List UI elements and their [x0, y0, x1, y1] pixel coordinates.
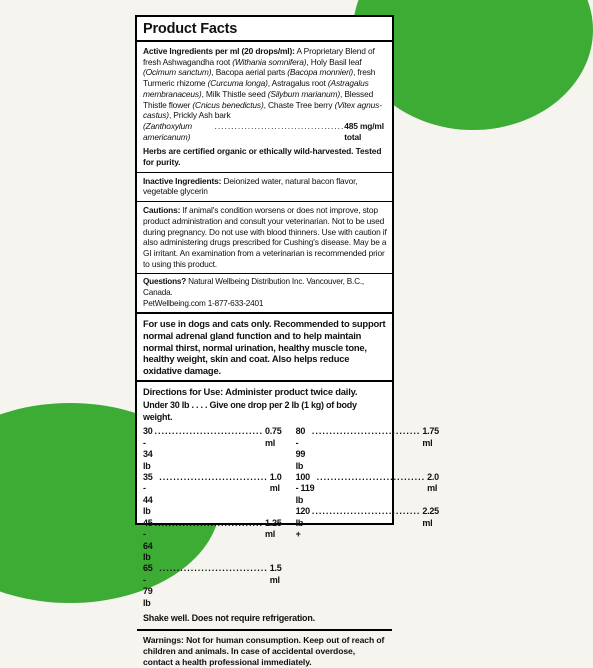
leader-dots [157, 472, 270, 518]
leader-dots [157, 563, 270, 609]
ingredient-text: , Bacopa aerial parts [211, 67, 288, 78]
under-30-row: Under 30 lb . . . . Give one drop per 2 lb (1 kg) of body weight. [143, 400, 357, 422]
inactive-heading: Inactive Ingredients: [143, 175, 222, 186]
dosage-column-left [143, 426, 282, 609]
ingredient-text: , Prickly Ash bark [168, 110, 231, 121]
use-statement: For use in dogs and cats only. Recommended to support normal adrenal gland function and to help maintain normal thirst, normal urination, healthy muscle tone, healthy weight, skin and coat. Also helps reduce oxidative damage. [143, 318, 386, 376]
cautions-text: If animal's condition worsens or does not improve, stop product administration and consult your veterinarian. Not to be used during pregnancy. Do not use with blood thinners. Use with caution if also administering drugs prescribed for Cushing's disease. May be a GI irritant. An examination from a veterinarian is recommended prior to using this product. [143, 205, 387, 269]
dose-amount: 1.5 ml [269, 563, 282, 585]
ingredient-text: , Holy Basil leaf [306, 56, 362, 67]
divider [137, 629, 392, 631]
storage-note: Shake well. Does not require refrigeration. [143, 612, 315, 623]
title-divider [137, 40, 392, 42]
company-info: Natural Wellbeing Distribution Inc. Vancouver, B.C., Canada. [143, 277, 364, 298]
total-amount: 485 mg/ml total [344, 120, 384, 142]
latin-name: (Ocimum sanctum) [143, 67, 212, 78]
latin-name: (Bacopa monnieri) [287, 67, 354, 78]
dose-amount: 1.0 ml [269, 472, 282, 494]
directions-heading: Directions for Use: Administer product twice daily. [143, 386, 358, 398]
divider [137, 380, 392, 382]
dosage-column-right [296, 426, 439, 609]
latin-name: (Zanthoxylum americanum) [143, 120, 192, 142]
active-ingredients-section [143, 46, 387, 142]
dose-weight: 120 lb + [295, 506, 310, 540]
dose-row [143, 518, 282, 564]
questions-heading: Questions? [143, 277, 187, 287]
ingredient-text: A Proprietary Blend of fresh Ashwagandha root [143, 46, 375, 67]
dosage-table [143, 426, 439, 609]
dose-row [296, 426, 439, 472]
latin-name: (Withania somnifera) [232, 56, 307, 67]
divider [137, 201, 392, 202]
latin-name: (Curcuma longa) [207, 78, 268, 89]
ingredient-text: , fresh Turmeric rhizome [143, 67, 376, 89]
dose-row [143, 472, 282, 518]
dose-weight: 30 - 34 lb [143, 426, 153, 471]
leader-dots [153, 426, 266, 472]
latin-name: (Vitex agnus-castus) [143, 99, 382, 121]
leader-dots [315, 472, 428, 506]
dose-weight: 65 - 79 lb [143, 563, 153, 608]
warnings: Warnings: Not for human consumption. Keep out of reach of children and animals. In case of accidental overdose, contact a health professional immediately. [143, 634, 385, 667]
dose-weight: 80 - 99 lb [295, 426, 306, 471]
dose-row [296, 472, 439, 506]
inactive-text: Deionized water, natural bacon flavor, vegetable glycerin [143, 175, 358, 197]
leader-dots [153, 518, 266, 564]
leader-dots [215, 121, 345, 142]
dose-amount: 0.75 ml [265, 426, 282, 448]
contact-line: PetWellbeing.com 1-877-633-2401 [143, 298, 264, 308]
dose-amount: 1.25 ml [265, 517, 282, 540]
dose-weight: 100 - 119 lb [295, 472, 315, 505]
divider [137, 312, 392, 314]
cautions-heading: Cautions: [143, 205, 181, 216]
latin-name: (Astragalus membranaceus) [143, 78, 369, 99]
questions-section [143, 277, 387, 298]
dose-amount: 2.0 ml [427, 472, 439, 494]
ingredient-text: , Milk Thistle seed [201, 88, 268, 99]
ingredient-text: , Chaste Tree berry [263, 99, 335, 110]
cautions-section [143, 205, 387, 269]
dose-row [143, 426, 282, 472]
dose-row [296, 506, 439, 540]
leader-dots [310, 506, 423, 540]
divider [137, 172, 392, 173]
ingredient-text: , Astragalus root [267, 78, 328, 89]
inactive-ingredients-section [143, 176, 387, 197]
dose-row [143, 563, 282, 609]
product-facts-panel [135, 15, 439, 667]
active-ingredients-heading: Active Ingredients per ml (20 drops/ml): [143, 46, 295, 56]
latin-name: (Cnicus benedictus) [192, 99, 264, 110]
total-row [143, 121, 387, 142]
latin-name: (Silybum marianum) [267, 88, 340, 99]
dose-weight: 45 - 64 lb [143, 517, 153, 562]
dose-amount: 2.25 ml [422, 506, 439, 528]
herbs-note: Herbs are certified organic or ethically wild-harvested. Tested for purity. [143, 146, 382, 168]
panel-title: Product Facts [143, 21, 238, 37]
divider [137, 273, 392, 274]
ingredient-text: , Blessed Thistle flower [143, 88, 374, 110]
dose-amount: 1.75 ml [422, 426, 439, 448]
leader-dots [310, 426, 423, 472]
dose-weight: 35 - 44 lb [143, 472, 153, 517]
